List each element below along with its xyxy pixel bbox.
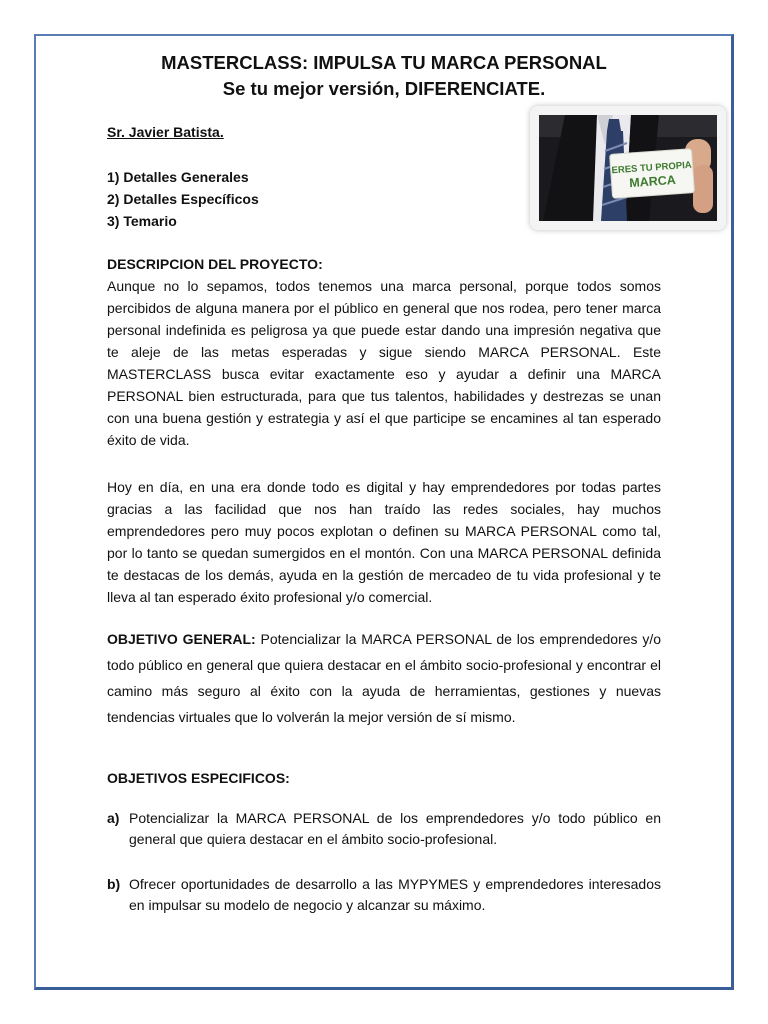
brand-photo: [530, 106, 726, 230]
general-objective-label: OBJETIVO GENERAL:: [107, 631, 256, 647]
title-line-1: MASTERCLASS: IMPULSA TU MARCA PERSONAL: [161, 52, 607, 73]
item-marker-b: b): [107, 876, 121, 892]
description-paragraph-1: Aunque no lo sepamos, todos tenemos una marca personal, porque todos somos percibidos de alguna manera por el público en general que nos rodea, pero tener marca personal indefinida es peligrosa ya que puede estar dando una impresión negativa que te aleje de las metas esperadas y sigue siendo MARCA PERSONAL. Este MASTERCLASS busca evitar exactamente eso y ayudar a definir una MARCA PERSONAL bien estructurada, para que tus talentos, habilidades y destrezas se unan con una buena gestión y estrategia y así el que participe se encamines al tan esperado éxito de vida.: [107, 278, 661, 448]
card-text-line-2: MARCA: [628, 172, 677, 191]
toc-item-2: 2) Detalles Específicos: [107, 191, 259, 207]
toc-item-1: 1) Detalles Generales: [107, 169, 249, 185]
table-of-contents: [107, 166, 259, 232]
description-paragraph-2: Hoy en día, en una era donde todo es digital y hay emprendedores por todas partes gracias a las facilidad que nos han traído las redes sociales, hay muchos emprendedores pero muy pocos explotan o definen su MARCA PERSONAL como tal, por lo tanto se quedan sumergidos en el montón. Con una MARCA PERSONAL definida te destacas de los demás, ayuda en la gestión de mercadeo de tu vida profesional y te lleva al tan esperado éxito profesional y/o comercial.: [107, 479, 661, 605]
businessman-holding-card-illustration: [539, 115, 717, 221]
description-heading: DESCRIPCION DEL PROYECTO:: [107, 256, 323, 272]
item-text-a: Potencializar la MARCA PERSONAL de los emprendedores y/o todo público en general que quiera destacar en el ámbito socio-profesional.: [129, 810, 661, 847]
specific-objective-item-b: [107, 874, 661, 916]
toc-item-3: 3) Temario: [107, 213, 177, 229]
item-text-b: Ofrecer oportunidades de desarrollo a las MYPYMES y emprendedores interesados en impulsar su modelo de negocio y alcanzar su máximo.: [129, 876, 661, 913]
specific-objective-item-a: [107, 808, 661, 850]
title-line-2: Se tu mejor versión, DIFERENCIATE.: [222, 78, 546, 99]
specific-objectives-heading: OBJETIVOS ESPECIFICOS:: [107, 770, 290, 786]
document-title: [36, 50, 732, 102]
card-text-line-1: ERES TU PROPIA: [611, 159, 693, 177]
general-objective-paragraph: [107, 626, 661, 730]
author-name: Sr. Javier Batista.: [107, 124, 224, 140]
general-objective-text: Potencializar la MARCA PERSONAL de los emprendedores y/o todo público en general que quiera destacar en el ámbito socio-profesional y encontrar el camino más seguro al éxito con la ayuda de herramientas, gestiones y nuevas tendencias virtuales que lo volverán la mejor versión de sí mismo.: [107, 631, 662, 725]
item-marker-a: a): [107, 810, 120, 826]
